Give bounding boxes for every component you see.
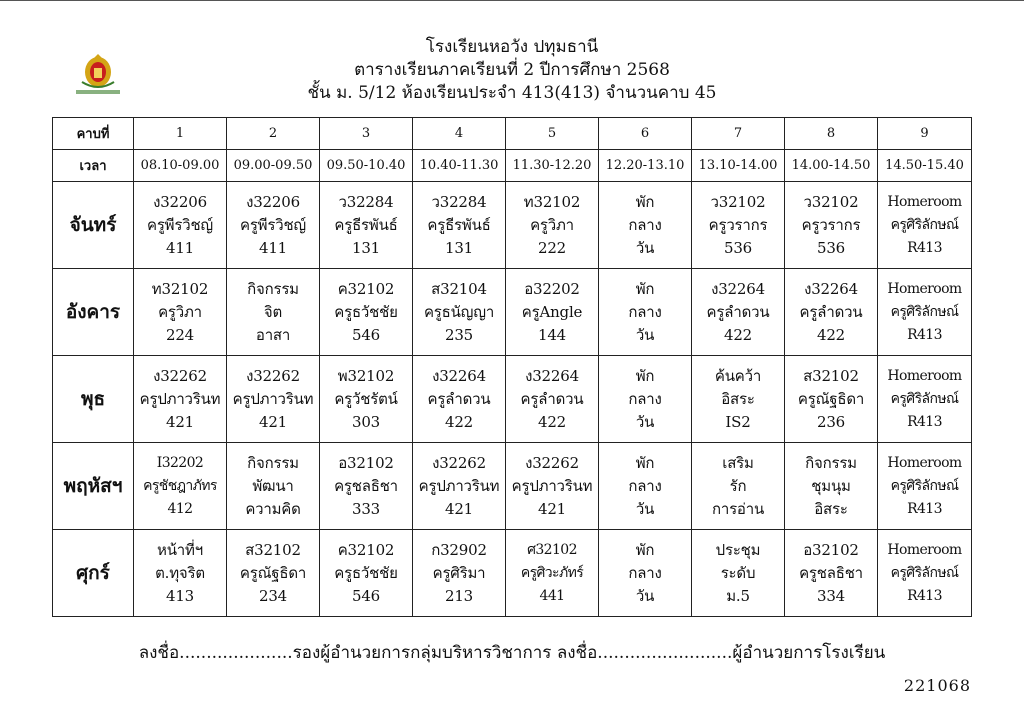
schedule-cell — [320, 530, 413, 617]
schedule-cell — [320, 269, 413, 356]
cell-line: ครูชัชฎาภัทร — [143, 477, 217, 494]
cell-line: ส32102 — [245, 540, 301, 559]
day-name: พุธ — [53, 356, 134, 443]
time-slot: 14.00-14.50 — [785, 150, 878, 182]
cell-line: 536 — [816, 238, 846, 257]
cell-line: จิต — [263, 302, 283, 321]
schedule-cell — [506, 182, 599, 269]
cell-line: พัก — [635, 192, 655, 211]
period-number: 1 — [134, 118, 227, 150]
cell-line: 224 — [165, 325, 195, 344]
schedule-cell — [878, 269, 972, 356]
schedule-cell — [785, 182, 878, 269]
cell-line: ครูธนัญญา — [423, 302, 495, 321]
schedule-cell — [599, 356, 692, 443]
cell-line: อ32102 — [338, 453, 394, 472]
period-row — [53, 118, 972, 150]
cell-line: อิสระ — [814, 499, 848, 518]
cell-line: ค32102 — [337, 540, 395, 559]
cell-line: 536 — [723, 238, 753, 257]
cell-line: พัก — [635, 366, 655, 385]
cell-line: 222 — [537, 238, 567, 257]
schedule-cell — [599, 530, 692, 617]
cell-line: วัน — [635, 325, 655, 344]
cell-line: อิสระ — [721, 389, 755, 408]
cell-line: ครูธวัชชัย — [334, 563, 398, 582]
cell-line: 334 — [816, 586, 846, 605]
cell-line: ครูศิริลักษณ์ — [890, 390, 959, 407]
cell-line: 236 — [816, 412, 846, 431]
day-row — [53, 182, 972, 269]
cell-line: ครูศิริลักษณ์ — [890, 564, 959, 581]
cell-line: Homeroom — [887, 367, 962, 384]
cell-line: พัก — [635, 540, 655, 559]
cell-line: R413 — [907, 239, 942, 256]
cell-line: 333 — [351, 499, 381, 518]
period-number: 5 — [506, 118, 599, 150]
cell-line: การอ่าน — [711, 499, 765, 518]
period-number: 6 — [599, 118, 692, 150]
cell-line: ค้นคว้า — [714, 366, 762, 385]
cell-line: ส32102 — [803, 366, 859, 385]
cell-line: 546 — [351, 586, 381, 605]
timetable — [52, 117, 972, 617]
cell-line: ประชุม — [715, 540, 761, 559]
cell-line: 213 — [444, 586, 474, 605]
cell-line: อ32202 — [524, 279, 580, 298]
cell-line: ง32264 — [711, 279, 765, 298]
cell-line: 422 — [444, 412, 474, 431]
cell-line: 303 — [351, 412, 381, 431]
cell-line: พัฒนา — [252, 476, 294, 495]
schedule-title: ตารางเรียนภาคเรียนที่ 2 ปีการศึกษา 2568 — [354, 60, 670, 80]
schedule-cell — [413, 530, 506, 617]
cell-line: ครูAngle — [521, 302, 583, 321]
time-row — [53, 150, 972, 182]
cell-line: Homeroom — [887, 193, 962, 210]
cell-line: I32202 — [156, 454, 204, 471]
cell-line: วัน — [635, 238, 655, 257]
period-number: 7 — [692, 118, 785, 150]
cell-line: 421 — [537, 499, 567, 518]
cell-line: ว32102 — [803, 192, 859, 211]
cell-line: ท32102 — [151, 279, 209, 298]
cell-line: IS2 — [725, 412, 751, 431]
period-label: คาบที่ — [53, 118, 134, 150]
cell-line: ครูศิวะภัทร์ — [520, 564, 584, 581]
day-row — [53, 530, 972, 617]
cell-line: ก32902 — [431, 540, 487, 559]
cell-line: ง32264 — [804, 279, 858, 298]
schedule-cell — [227, 356, 320, 443]
schedule-cell — [599, 182, 692, 269]
schedule-cell — [134, 182, 227, 269]
time-slot: 13.10-14.00 — [692, 150, 785, 182]
period-number: 2 — [227, 118, 320, 150]
cell-line: 144 — [537, 325, 567, 344]
cell-line: ครูปภาวรินท — [418, 476, 500, 495]
cell-line: Homeroom — [887, 541, 962, 558]
schedule-cell — [785, 269, 878, 356]
cell-line: ง32262 — [432, 453, 486, 472]
cell-line: กิจกรรม — [247, 453, 299, 472]
schedule-cell — [878, 182, 972, 269]
cell-line: ครูลำดวน — [706, 302, 770, 321]
time-slot: 10.40-11.30 — [413, 150, 506, 182]
cell-line: ง32264 — [432, 366, 486, 385]
period-number: 4 — [413, 118, 506, 150]
cell-line: 421 — [165, 412, 195, 431]
cell-line: วัน — [635, 412, 655, 431]
cell-line: 131 — [351, 238, 381, 257]
day-name: ศุกร์ — [53, 530, 134, 617]
period-number: 3 — [320, 118, 413, 150]
cell-line: ต.ทุจริต — [155, 563, 205, 582]
cell-line: ครูปภาวรินท — [139, 389, 221, 408]
cell-line: Homeroom — [887, 454, 962, 471]
cell-line: ง32264 — [525, 366, 579, 385]
cell-line: ม.5 — [726, 586, 750, 605]
schedule-cell — [692, 356, 785, 443]
cell-line: วัน — [635, 499, 655, 518]
schedule-cell — [878, 356, 972, 443]
cell-line: ง32206 — [246, 192, 300, 211]
period-number: 9 — [878, 118, 972, 150]
day-name: จันทร์ — [53, 182, 134, 269]
cell-line: ชุมนุม — [811, 476, 851, 495]
cell-line: 422 — [537, 412, 567, 431]
cell-line: กลาง — [628, 215, 662, 234]
cell-line: 422 — [723, 325, 753, 344]
cell-line: 413 — [165, 586, 195, 605]
schedule-cell — [227, 269, 320, 356]
document-header — [0, 36, 1024, 105]
cell-line: อาสา — [255, 325, 291, 344]
cell-line: ว32102 — [710, 192, 766, 211]
cell-line: ครูพีรวิชญ์ — [146, 215, 214, 234]
cell-line: 411 — [165, 238, 195, 257]
day-name: พฤหัสฯ — [53, 443, 134, 530]
cell-line: ครูลำดวน — [799, 302, 863, 321]
day-row — [53, 269, 972, 356]
cell-line: ความคิด — [245, 499, 301, 518]
schedule-cell — [506, 269, 599, 356]
cell-line: 422 — [816, 325, 846, 344]
cell-line: เสริม — [722, 453, 754, 472]
cell-line: กลาง — [628, 389, 662, 408]
cell-line: ครูวรากร — [708, 215, 768, 234]
cell-line: ครูพีรวิชญ์ — [239, 215, 307, 234]
cell-line: พัก — [635, 279, 655, 298]
schedule-cell — [134, 443, 227, 530]
cell-line: ส32104 — [431, 279, 487, 298]
cell-line: R413 — [907, 587, 942, 604]
cell-line: ศ32102 — [527, 541, 577, 558]
cell-line: ท32102 — [523, 192, 581, 211]
cell-line: ง32262 — [246, 366, 300, 385]
schedule-cell — [599, 443, 692, 530]
cell-line: กลาง — [628, 563, 662, 582]
cell-line: 546 — [351, 325, 381, 344]
cell-line: กิจกรรม — [805, 453, 857, 472]
top-divider — [0, 0, 1024, 1]
schedule-cell — [506, 530, 599, 617]
time-slot: 09.00-09.50 — [227, 150, 320, 182]
schedule-cell — [878, 443, 972, 530]
time-slot: 08.10-09.00 — [134, 150, 227, 182]
time-label: เวลา — [53, 150, 134, 182]
schedule-cell — [413, 269, 506, 356]
cell-line: ง32262 — [525, 453, 579, 472]
time-slot: 14.50-15.40 — [878, 150, 972, 182]
schedule-cell — [227, 530, 320, 617]
schedule-cell — [413, 443, 506, 530]
schedule-cell — [320, 182, 413, 269]
time-slot: 09.50-10.40 — [320, 150, 413, 182]
day-name: อังคาร — [53, 269, 134, 356]
cell-line: กลาง — [628, 476, 662, 495]
cell-line: ครูปภาวรินท — [511, 476, 593, 495]
cell-line: ครูปภาวรินท — [232, 389, 314, 408]
cell-line: 421 — [258, 412, 288, 431]
document-code: 221068 — [903, 676, 971, 695]
cell-line: ครูวิภา — [158, 302, 202, 321]
time-slot: 11.30-12.20 — [506, 150, 599, 182]
cell-line: พ32102 — [337, 366, 395, 385]
cell-line: 234 — [258, 586, 288, 605]
cell-line: ครูชลธิชา — [799, 563, 863, 582]
schedule-cell — [878, 530, 972, 617]
cell-line: R413 — [907, 326, 942, 343]
schedule-cell — [227, 443, 320, 530]
cell-line: 421 — [444, 499, 474, 518]
class-info: ชั้น ม. 5/12 ห้องเรียนประจำ 413(413) จำนวนคาบ 45 — [307, 83, 717, 103]
cell-line: 235 — [444, 325, 474, 344]
time-slot: 12.20-13.10 — [599, 150, 692, 182]
schedule-cell — [785, 443, 878, 530]
schedule-cell — [692, 443, 785, 530]
day-row — [53, 356, 972, 443]
cell-line: ว32284 — [338, 192, 394, 211]
cell-line: 411 — [258, 238, 288, 257]
cell-line: ครูณัฐธิดา — [239, 563, 307, 582]
cell-line: ครูธีรพันธ์ — [427, 215, 491, 234]
cell-line: ค32102 — [337, 279, 395, 298]
cell-line: ว32284 — [431, 192, 487, 211]
cell-line: อ32102 — [803, 540, 859, 559]
signature-line: ลงชื่อ.....................รองผู้อำนวยการกลุ่มบริหารวิชาการ ลงชื่อ.........................ผู้อำนวยการโรงเรียน — [138, 643, 886, 663]
period-number: 8 — [785, 118, 878, 150]
cell-line: ครูศิริลักษณ์ — [890, 216, 959, 233]
cell-line: 441 — [539, 587, 565, 604]
cell-line: 131 — [444, 238, 474, 257]
schedule-cell — [320, 443, 413, 530]
schedule-cell — [785, 356, 878, 443]
day-row — [53, 443, 972, 530]
schedule-cell — [599, 269, 692, 356]
schedule-cell — [413, 182, 506, 269]
cell-line: รัก — [729, 476, 747, 495]
school-name: โรงเรียนหอวัง ปทุมธานี — [425, 37, 599, 57]
schedule-cell — [134, 269, 227, 356]
cell-line: ครูชลธิชา — [334, 476, 398, 495]
cell-line: วัน — [635, 586, 655, 605]
schedule-cell — [506, 443, 599, 530]
cell-line: ง32262 — [153, 366, 207, 385]
schedule-cell — [320, 356, 413, 443]
cell-line: กลาง — [628, 302, 662, 321]
cell-line: ครูศิริมา — [432, 563, 486, 582]
schedule-cell — [413, 356, 506, 443]
schedule-cell — [692, 182, 785, 269]
cell-line: ครูวรากร — [801, 215, 861, 234]
cell-line: ครูศิริลักษณ์ — [890, 477, 959, 494]
schedule-cell — [227, 182, 320, 269]
cell-line: ครูวิภา — [530, 215, 574, 234]
cell-line: ครูลำดวน — [427, 389, 491, 408]
cell-line: ง32206 — [153, 192, 207, 211]
cell-line: ครูธีรพันธ์ — [334, 215, 398, 234]
schedule-cell — [506, 356, 599, 443]
cell-line: R413 — [907, 413, 942, 430]
schedule-cell — [692, 530, 785, 617]
cell-line: 412 — [167, 500, 193, 517]
schedule-cell — [785, 530, 878, 617]
cell-line: ครูธวัชชัย — [334, 302, 398, 321]
schedule-cell — [134, 356, 227, 443]
cell-line: ครูณัฐธิดา — [797, 389, 865, 408]
cell-line: R413 — [907, 500, 942, 517]
cell-line: พัก — [635, 453, 655, 472]
cell-line: กิจกรรม — [247, 279, 299, 298]
cell-line: หน้าที่ฯ — [157, 540, 203, 559]
cell-line: ครูวัชรัตน์ — [334, 389, 398, 408]
cell-line: ครูศิริลักษณ์ — [890, 303, 959, 320]
schedule-cell — [134, 530, 227, 617]
schedule-cell — [692, 269, 785, 356]
cell-line: ครูลำดวน — [520, 389, 584, 408]
cell-line: Homeroom — [887, 280, 962, 297]
cell-line: ระดับ — [720, 563, 756, 582]
